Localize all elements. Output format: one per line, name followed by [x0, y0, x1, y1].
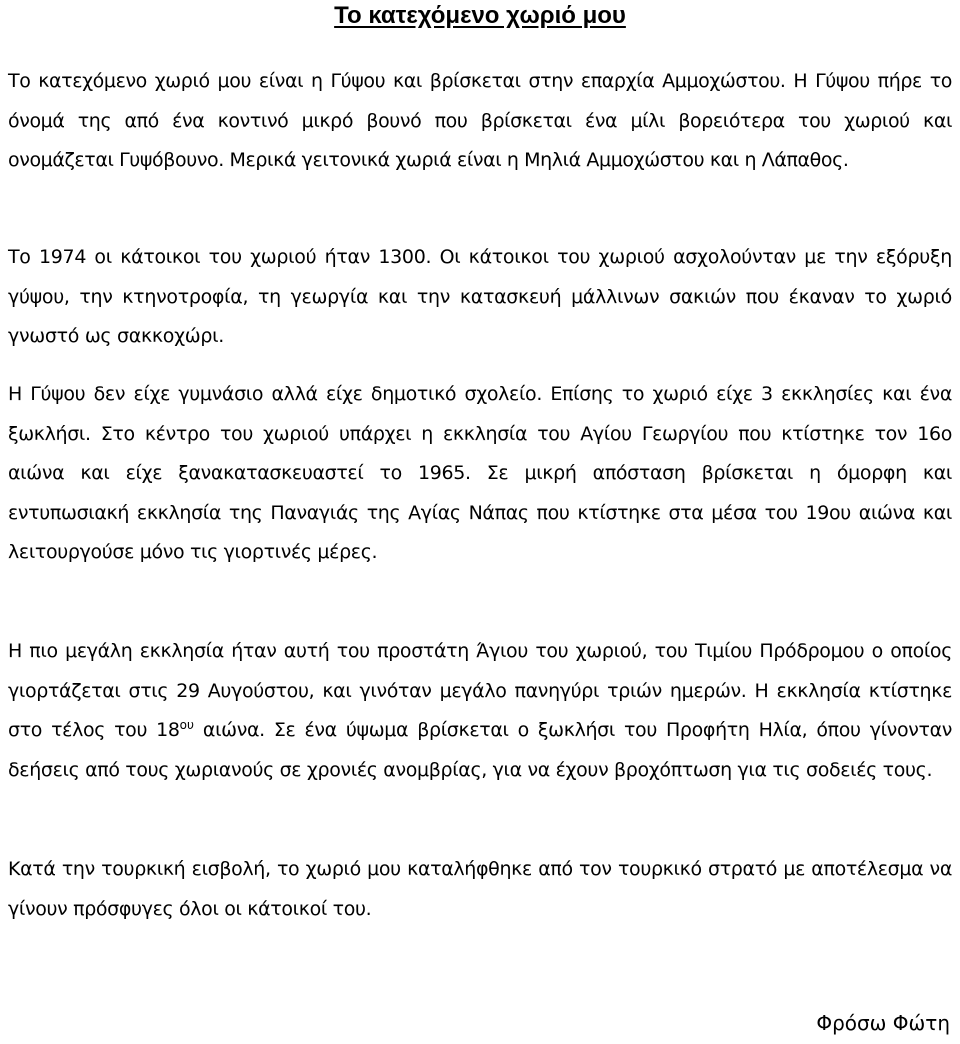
paragraph-invasion: Κατά την τουρκική εισβολή, το χωριό μου καταλήφθηκε από τον τουρκικό στρατό με αποτέλεσμα να γίνουν πρόσφυγες όλοι οι κάτοικοί του.	[8, 858, 952, 920]
paragraph-population: Το 1974 οι κάτοικοι του χωριού ήταν 1300. Οι κάτοικοι του χωριού ασχολούνταν με την εξόρυξη γύψου, την κτηνοτροφία, τη γεωργία και την κατασκευή μάλλινων σακιών που έκαναν το χωριό γνωστό ως σακκοχώρι.	[8, 246, 952, 348]
title-text: Το κατεχόμενο χωριό μου	[334, 2, 626, 29]
author-signature: Φρόσω Φώτη	[816, 1011, 950, 1035]
paragraph-intro: Το κατεχόμενο χωριό μου είναι η Γύψου και βρίσκεται στην επαρχία Αμμοχώστου. Η Γύψου πήρε το όνομά της από ένα κοντινό μικρό βουνό που βρίσκεται ένα μίλι βορειότερα του χωριού και ονομάζεται Γυψόβουνο. Μερικά γειτονικά χωριά είναι η Μηλιά Αμμοχώστου και η Λάπαθος.	[8, 70, 952, 172]
document-title	[0, 0, 960, 32]
paragraph-patron-church	[8, 632, 952, 790]
paragraph-churches: Η Γύψου δεν είχε γυμνάσιο αλλά είχε δημοτικό σχολείο. Επίσης το χωριό είχε 3 εκκλησίες και ένα ξωκλήσι. Στο κέντρο του χωριού υπάρχει η εκκλησία του Αγίου Γεωργίου που κτίστηκε τον 16ο αιώνα και είχε ξανακατασκευαστεί το 1965. Σε μικρή απόσταση βρίσκεται η όμορφη και εντυπωσιακή εκκλησία της Παναγιάς της Αγίας Νάπας που κτίστηκε στα μέσα του 19ου αιώνα και λειτουργούσε μόνο τις γιορτινές μέρες.	[8, 383, 952, 564]
ordinal-superscript: ου	[179, 718, 194, 733]
paragraph-patron-church-text-2: αιώνα. Σε ένα ύψωμα βρίσκεται ο ξωκλήσι του Προφήτη Ηλία, όπου γίνονταν δεήσεις από τους χωριανούς σε χρονιές ανομβρίας, για να έχουν βροχόπτωση για τις σοδειές τους.	[8, 719, 953, 781]
paragraph-patron-church-text-1: Η πιο μεγάλη εκκλησία ήταν αυτή του προστάτη Άγιου του χωριού, του Τιμίου Πρόδρομου ο οποίος γιορτάζεται στις 29 Αυγούστου, και γινόταν μεγάλο πανηγύρι τριών ημερών. Η εκκλησία κτίστηκε στο τέλος του 18	[8, 640, 952, 742]
